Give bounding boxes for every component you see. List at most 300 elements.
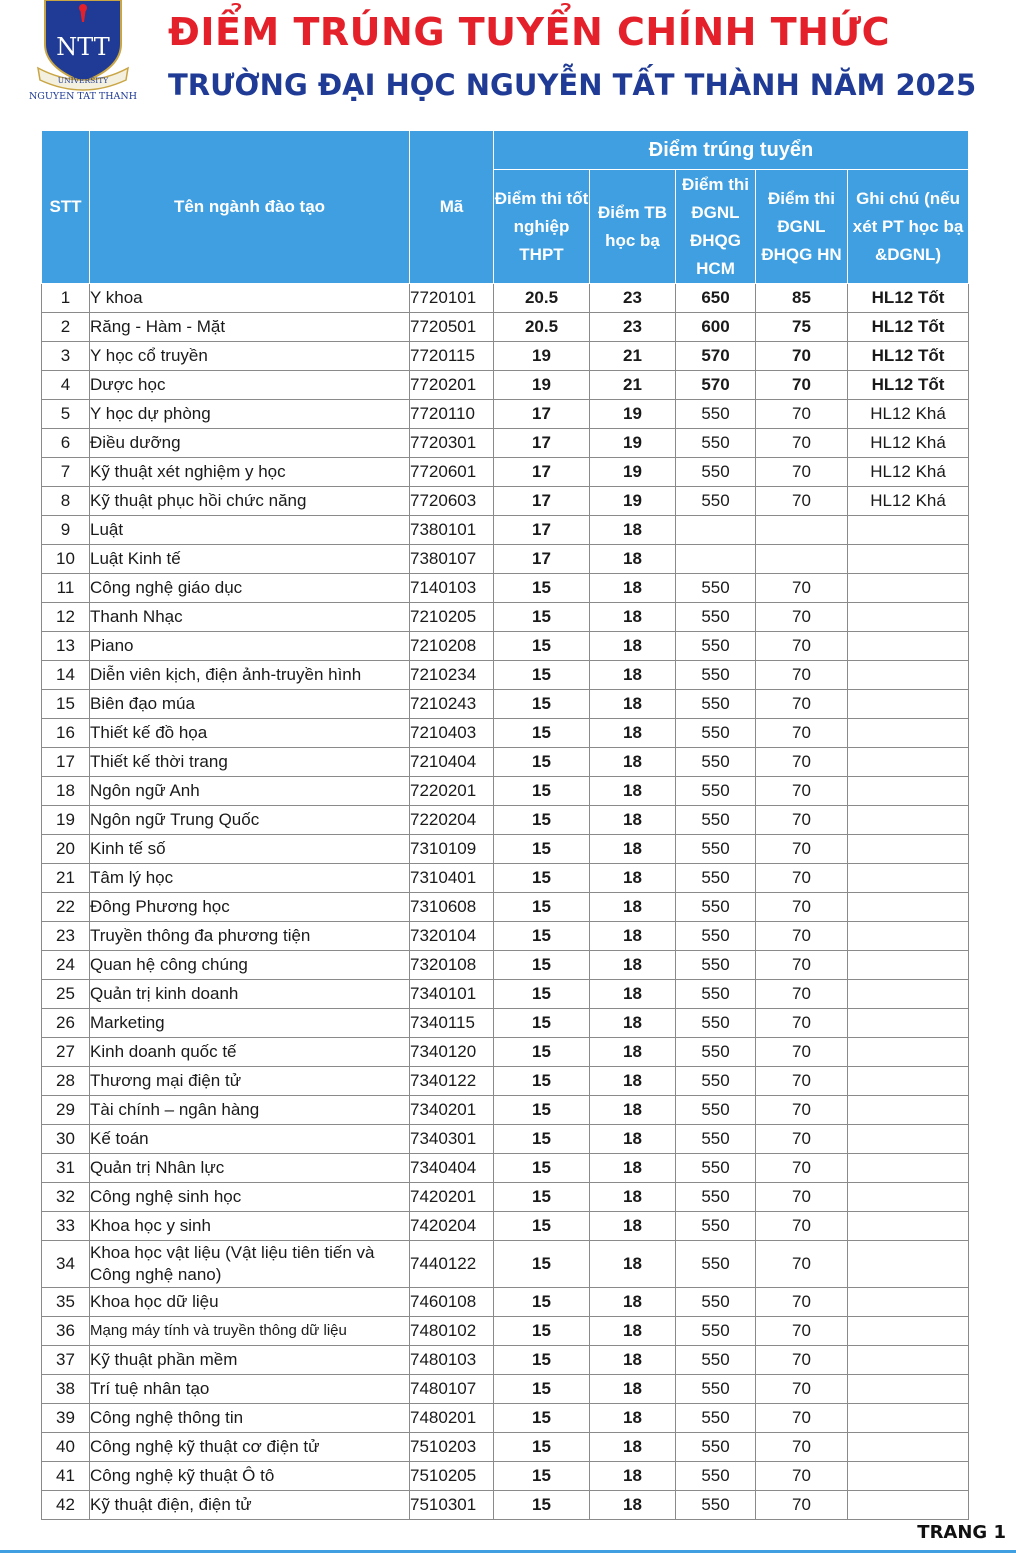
table-row xyxy=(42,400,969,429)
col-hocba: Điểm TB học bạ xyxy=(590,170,676,284)
cell-thpt: 15 xyxy=(494,661,590,690)
col-group-scores: Điểm trúng tuyển xyxy=(494,131,969,170)
cell-stt: 40 xyxy=(42,1433,90,1462)
cell-thpt: 17 xyxy=(494,487,590,516)
cell-hocba: 19 xyxy=(590,458,676,487)
cell-program-name: Khoa học vật liệu (Vật liệu tiên tiến và Công nghệ nano) xyxy=(90,1241,410,1288)
cell-dgnl-hn: 85 xyxy=(756,284,848,313)
table-row xyxy=(42,1038,969,1067)
cell-dgnl-hcm xyxy=(676,516,756,545)
cell-thpt: 15 xyxy=(494,922,590,951)
table-row xyxy=(42,313,969,342)
cell-stt: 7 xyxy=(42,458,90,487)
cell-dgnl-hcm: 550 xyxy=(676,864,756,893)
cell-program-name: Công nghệ kỹ thuật cơ điện tử xyxy=(90,1433,410,1462)
cell-dgnl-hn: 70 xyxy=(756,777,848,806)
cell-code: 7510205 xyxy=(410,1462,494,1491)
cell-dgnl-hcm: 570 xyxy=(676,371,756,400)
cell-dgnl-hn: 70 xyxy=(756,1067,848,1096)
cell-note xyxy=(848,777,969,806)
cell-dgnl-hn: 70 xyxy=(756,632,848,661)
cell-thpt: 15 xyxy=(494,806,590,835)
cell-dgnl-hn: 70 xyxy=(756,574,848,603)
cell-stt: 6 xyxy=(42,429,90,458)
cell-hocba: 18 xyxy=(590,951,676,980)
cell-note xyxy=(848,1346,969,1375)
cell-hocba: 18 xyxy=(590,864,676,893)
cell-program-name: Mạng máy tính và truyền thông dữ liệu xyxy=(90,1317,410,1346)
cell-stt: 29 xyxy=(42,1096,90,1125)
table-row xyxy=(42,1491,969,1520)
cell-dgnl-hn: 70 xyxy=(756,400,848,429)
cell-thpt: 15 xyxy=(494,1009,590,1038)
cell-code: 7440122 xyxy=(410,1241,494,1288)
table-row xyxy=(42,1346,969,1375)
cell-hocba: 21 xyxy=(590,371,676,400)
cell-dgnl-hn: 70 xyxy=(756,661,848,690)
university-logo xyxy=(22,0,144,104)
cell-dgnl-hn: 70 xyxy=(756,893,848,922)
cell-program-name: Công nghệ sinh học xyxy=(90,1183,410,1212)
cell-dgnl-hcm: 550 xyxy=(676,1183,756,1212)
cell-code: 7210205 xyxy=(410,603,494,632)
cell-dgnl-hn: 70 xyxy=(756,1096,848,1125)
cell-dgnl-hcm: 550 xyxy=(676,1038,756,1067)
cell-stt: 1 xyxy=(42,284,90,313)
cell-note xyxy=(848,1009,969,1038)
cell-stt: 30 xyxy=(42,1125,90,1154)
cell-stt: 33 xyxy=(42,1212,90,1241)
table-row xyxy=(42,1317,969,1346)
cell-dgnl-hcm: 550 xyxy=(676,661,756,690)
cell-stt: 12 xyxy=(42,603,90,632)
cell-program-name: Piano xyxy=(90,632,410,661)
cell-thpt: 15 xyxy=(494,864,590,893)
cell-note xyxy=(848,922,969,951)
cell-note xyxy=(848,1241,969,1288)
table-row xyxy=(42,806,969,835)
cell-dgnl-hn: 70 xyxy=(756,864,848,893)
cell-stt: 36 xyxy=(42,1317,90,1346)
cell-code: 7420204 xyxy=(410,1212,494,1241)
cell-dgnl-hcm: 550 xyxy=(676,922,756,951)
cell-hocba: 18 xyxy=(590,661,676,690)
cell-dgnl-hn: 70 xyxy=(756,1462,848,1491)
table-row xyxy=(42,545,969,574)
cell-thpt: 15 xyxy=(494,1038,590,1067)
cell-program-name: Diễn viên kịch, điện ảnh-truyền hình xyxy=(90,661,410,690)
table-header xyxy=(42,131,969,284)
cell-dgnl-hn: 70 xyxy=(756,951,848,980)
cell-note: HL12 Khá xyxy=(848,487,969,516)
cell-dgnl-hn: 75 xyxy=(756,313,848,342)
table-row xyxy=(42,748,969,777)
cell-hocba: 18 xyxy=(590,922,676,951)
cell-thpt: 15 xyxy=(494,603,590,632)
table-row xyxy=(42,1067,969,1096)
cell-code: 7220201 xyxy=(410,777,494,806)
cell-dgnl-hn xyxy=(756,545,848,574)
table-row xyxy=(42,1096,969,1125)
table-body xyxy=(42,284,969,1520)
table-row xyxy=(42,371,969,400)
cell-note xyxy=(848,980,969,1009)
cell-code: 7380101 xyxy=(410,516,494,545)
cell-hocba: 18 xyxy=(590,1404,676,1433)
cell-dgnl-hcm: 550 xyxy=(676,806,756,835)
cell-dgnl-hn: 70 xyxy=(756,1346,848,1375)
cell-thpt: 15 xyxy=(494,1096,590,1125)
cell-dgnl-hcm: 550 xyxy=(676,1212,756,1241)
cell-thpt: 15 xyxy=(494,777,590,806)
cell-note: HL12 Tốt xyxy=(848,371,969,400)
cell-stt: 19 xyxy=(42,806,90,835)
cell-hocba: 18 xyxy=(590,1462,676,1491)
cell-stt: 22 xyxy=(42,893,90,922)
cell-program-name: Tài chính – ngân hàng xyxy=(90,1096,410,1125)
cell-code: 7310109 xyxy=(410,835,494,864)
cell-code: 7720501 xyxy=(410,313,494,342)
cell-note xyxy=(848,545,969,574)
cell-program-name: Ngôn ngữ Trung Quốc xyxy=(90,806,410,835)
cell-program-name: Y học dự phòng xyxy=(90,400,410,429)
cell-dgnl-hn: 70 xyxy=(756,690,848,719)
cell-program-name: Biên đạo múa xyxy=(90,690,410,719)
cell-dgnl-hn: 70 xyxy=(756,1009,848,1038)
cell-thpt: 15 xyxy=(494,1317,590,1346)
cell-thpt: 15 xyxy=(494,748,590,777)
table-row xyxy=(42,1212,969,1241)
cell-dgnl-hn: 70 xyxy=(756,1491,848,1520)
cell-note xyxy=(848,574,969,603)
cell-thpt: 17 xyxy=(494,516,590,545)
cell-dgnl-hcm: 550 xyxy=(676,1346,756,1375)
table-row xyxy=(42,1375,969,1404)
cell-program-name: Y khoa xyxy=(90,284,410,313)
cell-dgnl-hn: 70 xyxy=(756,1317,848,1346)
cell-hocba: 18 xyxy=(590,1183,676,1212)
table-row xyxy=(42,458,969,487)
cell-program-name: Thanh Nhạc xyxy=(90,603,410,632)
cell-code: 7320108 xyxy=(410,951,494,980)
cell-thpt: 17 xyxy=(494,458,590,487)
cell-program-name: Y học cổ truyền xyxy=(90,342,410,371)
cell-hocba: 18 xyxy=(590,516,676,545)
cell-program-name: Thiết kế đồ họa xyxy=(90,719,410,748)
cell-program-name: Kỹ thuật phần mềm xyxy=(90,1346,410,1375)
cell-dgnl-hcm: 550 xyxy=(676,458,756,487)
cell-stt: 4 xyxy=(42,371,90,400)
cell-thpt: 19 xyxy=(494,371,590,400)
table-row xyxy=(42,429,969,458)
cell-hocba: 18 xyxy=(590,690,676,719)
cell-note xyxy=(848,1404,969,1433)
cell-program-name: Quan hệ công chúng xyxy=(90,951,410,980)
cell-note xyxy=(848,1212,969,1241)
cell-dgnl-hcm: 570 xyxy=(676,342,756,371)
table-row xyxy=(42,661,969,690)
cell-dgnl-hn: 70 xyxy=(756,458,848,487)
cell-hocba: 19 xyxy=(590,400,676,429)
cell-program-name: Tâm lý học xyxy=(90,864,410,893)
cell-stt: 14 xyxy=(42,661,90,690)
cell-program-name: Điều dưỡng xyxy=(90,429,410,458)
table-row xyxy=(42,864,969,893)
cell-stt: 23 xyxy=(42,922,90,951)
cell-stt: 34 xyxy=(42,1241,90,1288)
col-program-name: Tên ngành đào tạo xyxy=(90,131,410,284)
cell-stt: 32 xyxy=(42,1183,90,1212)
cell-hocba: 18 xyxy=(590,835,676,864)
cell-thpt: 15 xyxy=(494,1462,590,1491)
cell-code: 7380107 xyxy=(410,545,494,574)
cell-code: 7310401 xyxy=(410,864,494,893)
cell-code: 7720601 xyxy=(410,458,494,487)
cell-stt: 21 xyxy=(42,864,90,893)
cell-dgnl-hcm: 550 xyxy=(676,603,756,632)
cell-dgnl-hn: 70 xyxy=(756,371,848,400)
cell-dgnl-hn: 70 xyxy=(756,603,848,632)
cell-hocba: 18 xyxy=(590,1038,676,1067)
cell-thpt: 15 xyxy=(494,1212,590,1241)
cell-dgnl-hcm: 550 xyxy=(676,748,756,777)
cell-thpt: 17 xyxy=(494,429,590,458)
cell-program-name: Luật Kinh tế xyxy=(90,545,410,574)
cell-code: 7510301 xyxy=(410,1491,494,1520)
cell-thpt: 15 xyxy=(494,690,590,719)
cell-dgnl-hn: 70 xyxy=(756,1241,848,1288)
admission-scores-table xyxy=(41,130,969,1520)
table-row xyxy=(42,574,969,603)
cell-thpt: 15 xyxy=(494,835,590,864)
cell-hocba: 18 xyxy=(590,893,676,922)
cell-hocba: 18 xyxy=(590,1096,676,1125)
cell-dgnl-hn: 70 xyxy=(756,487,848,516)
cell-note xyxy=(848,951,969,980)
cell-code: 7320104 xyxy=(410,922,494,951)
cell-code: 7210243 xyxy=(410,690,494,719)
cell-dgnl-hcm: 550 xyxy=(676,1433,756,1462)
cell-thpt: 15 xyxy=(494,1375,590,1404)
cell-dgnl-hn: 70 xyxy=(756,806,848,835)
cell-dgnl-hcm: 550 xyxy=(676,719,756,748)
cell-stt: 10 xyxy=(42,545,90,574)
cell-stt: 25 xyxy=(42,980,90,1009)
col-dgnl-hn: Điểm thi ĐGNL ĐHQG HN xyxy=(756,170,848,284)
cell-dgnl-hn: 70 xyxy=(756,1375,848,1404)
table-row xyxy=(42,487,969,516)
table-row xyxy=(42,1433,969,1462)
cell-stt: 8 xyxy=(42,487,90,516)
cell-stt: 27 xyxy=(42,1038,90,1067)
cell-dgnl-hcm: 550 xyxy=(676,1288,756,1317)
cell-stt: 5 xyxy=(42,400,90,429)
page-subtitle: TRƯỜNG ĐẠI HỌC NGUYỄN TẤT THÀNH NĂM 2025 xyxy=(168,68,977,102)
cell-code: 7480201 xyxy=(410,1404,494,1433)
cell-hocba: 18 xyxy=(590,806,676,835)
cell-note: HL12 Khá xyxy=(848,400,969,429)
cell-code: 7720110 xyxy=(410,400,494,429)
cell-hocba: 18 xyxy=(590,1346,676,1375)
cell-note xyxy=(848,1183,969,1212)
cell-dgnl-hcm: 550 xyxy=(676,980,756,1009)
cell-program-name: Kế toán xyxy=(90,1125,410,1154)
cell-hocba: 18 xyxy=(590,1212,676,1241)
cell-program-name: Trí tuệ nhân tạo xyxy=(90,1375,410,1404)
cell-note xyxy=(848,806,969,835)
cell-stt: 15 xyxy=(42,690,90,719)
page-title: ĐIỂM TRÚNG TUYỂN CHÍNH THỨC xyxy=(168,10,891,54)
cell-note xyxy=(848,1433,969,1462)
col-dgnl-hcm: Điểm thi ĐGNL ĐHQG HCM xyxy=(676,170,756,284)
cell-dgnl-hcm: 550 xyxy=(676,777,756,806)
cell-note xyxy=(848,1154,969,1183)
cell-program-name: Khoa học y sinh xyxy=(90,1212,410,1241)
cell-note xyxy=(848,516,969,545)
cell-program-name: Công nghệ kỹ thuật Ô tô xyxy=(90,1462,410,1491)
cell-code: 7720101 xyxy=(410,284,494,313)
cell-code: 7210403 xyxy=(410,719,494,748)
cell-hocba: 18 xyxy=(590,1375,676,1404)
cell-dgnl-hn: 70 xyxy=(756,1404,848,1433)
cell-code: 7210234 xyxy=(410,661,494,690)
cell-dgnl-hn: 70 xyxy=(756,1038,848,1067)
cell-code: 7340120 xyxy=(410,1038,494,1067)
cell-note: HL12 Khá xyxy=(848,458,969,487)
cell-code: 7340301 xyxy=(410,1125,494,1154)
cell-code: 7210208 xyxy=(410,632,494,661)
cell-dgnl-hcm: 600 xyxy=(676,313,756,342)
table-row xyxy=(42,980,969,1009)
cell-note xyxy=(848,1375,969,1404)
cell-thpt: 15 xyxy=(494,1288,590,1317)
cell-hocba: 18 xyxy=(590,1067,676,1096)
cell-note xyxy=(848,603,969,632)
cell-stt: 2 xyxy=(42,313,90,342)
cell-dgnl-hcm: 550 xyxy=(676,429,756,458)
cell-note xyxy=(848,1038,969,1067)
cell-dgnl-hcm: 550 xyxy=(676,1096,756,1125)
cell-note xyxy=(848,1067,969,1096)
cell-stt: 17 xyxy=(42,748,90,777)
col-note: Ghi chú (nếu xét PT học bạ &DGNL) xyxy=(848,170,969,284)
cell-hocba: 18 xyxy=(590,1317,676,1346)
cell-code: 7460108 xyxy=(410,1288,494,1317)
cell-dgnl-hn: 70 xyxy=(756,1125,848,1154)
cell-program-name: Ngôn ngữ Anh xyxy=(90,777,410,806)
cell-thpt: 15 xyxy=(494,574,590,603)
cell-thpt: 15 xyxy=(494,951,590,980)
cell-code: 7340404 xyxy=(410,1154,494,1183)
cell-thpt: 15 xyxy=(494,1433,590,1462)
cell-dgnl-hcm: 550 xyxy=(676,1154,756,1183)
table-row xyxy=(42,342,969,371)
cell-stt: 42 xyxy=(42,1491,90,1520)
cell-note xyxy=(848,632,969,661)
cell-hocba: 23 xyxy=(590,284,676,313)
cell-dgnl-hcm: 550 xyxy=(676,400,756,429)
cell-dgnl-hcm: 550 xyxy=(676,690,756,719)
logo-monogram: NTT xyxy=(56,33,110,61)
cell-stt: 26 xyxy=(42,1009,90,1038)
cell-note xyxy=(848,1288,969,1317)
cell-note xyxy=(848,1317,969,1346)
cell-code: 7220204 xyxy=(410,806,494,835)
cell-dgnl-hcm: 550 xyxy=(676,951,756,980)
cell-note xyxy=(848,1125,969,1154)
cell-note xyxy=(848,1491,969,1520)
logo-caption: NGUYEN TAT THANH xyxy=(28,91,138,102)
cell-note xyxy=(848,661,969,690)
cell-dgnl-hcm: 550 xyxy=(676,893,756,922)
cell-stt: 11 xyxy=(42,574,90,603)
table-row xyxy=(42,1462,969,1491)
cell-hocba: 18 xyxy=(590,980,676,1009)
cell-note: HL12 Tốt xyxy=(848,313,969,342)
cell-code: 7420201 xyxy=(410,1183,494,1212)
cell-dgnl-hn: 70 xyxy=(756,429,848,458)
cell-dgnl-hcm: 550 xyxy=(676,1462,756,1491)
cell-thpt: 15 xyxy=(494,1067,590,1096)
table-row xyxy=(42,603,969,632)
cell-thpt: 20.5 xyxy=(494,313,590,342)
cell-hocba: 18 xyxy=(590,545,676,574)
cell-thpt: 15 xyxy=(494,1241,590,1288)
cell-stt: 18 xyxy=(42,777,90,806)
table-row xyxy=(42,719,969,748)
cell-stt: 9 xyxy=(42,516,90,545)
cell-stt: 13 xyxy=(42,632,90,661)
cell-program-name: Răng - Hàm - Mặt xyxy=(90,313,410,342)
cell-hocba: 18 xyxy=(590,1009,676,1038)
cell-note xyxy=(848,719,969,748)
cell-code: 7480103 xyxy=(410,1346,494,1375)
cell-dgnl-hn: 70 xyxy=(756,1433,848,1462)
cell-note xyxy=(848,1096,969,1125)
cell-thpt: 19 xyxy=(494,342,590,371)
cell-dgnl-hn: 70 xyxy=(756,748,848,777)
cell-thpt: 15 xyxy=(494,1346,590,1375)
table-row xyxy=(42,893,969,922)
cell-code: 7720603 xyxy=(410,487,494,516)
cell-hocba: 18 xyxy=(590,1491,676,1520)
table-row xyxy=(42,284,969,313)
cell-dgnl-hcm: 550 xyxy=(676,1009,756,1038)
cell-hocba: 23 xyxy=(590,313,676,342)
page-number: TRANG 1 xyxy=(917,1522,1006,1543)
cell-dgnl-hcm: 550 xyxy=(676,1404,756,1433)
cell-note: HL12 Tốt xyxy=(848,284,969,313)
table-row xyxy=(42,1288,969,1317)
table-row xyxy=(42,1154,969,1183)
cell-note xyxy=(848,690,969,719)
cell-dgnl-hcm: 550 xyxy=(676,574,756,603)
cell-stt: 31 xyxy=(42,1154,90,1183)
cell-hocba: 18 xyxy=(590,1433,676,1462)
cell-hocba: 18 xyxy=(590,748,676,777)
table-row xyxy=(42,632,969,661)
cell-program-name: Kinh tế số xyxy=(90,835,410,864)
cell-program-name: Luật xyxy=(90,516,410,545)
cell-code: 7140103 xyxy=(410,574,494,603)
cell-code: 7210404 xyxy=(410,748,494,777)
cell-hocba: 18 xyxy=(590,777,676,806)
cell-code: 7510203 xyxy=(410,1433,494,1462)
cell-program-name: Thương mại điện tử xyxy=(90,1067,410,1096)
cell-dgnl-hn: 70 xyxy=(756,719,848,748)
cell-dgnl-hcm xyxy=(676,545,756,574)
cell-dgnl-hn: 70 xyxy=(756,1212,848,1241)
